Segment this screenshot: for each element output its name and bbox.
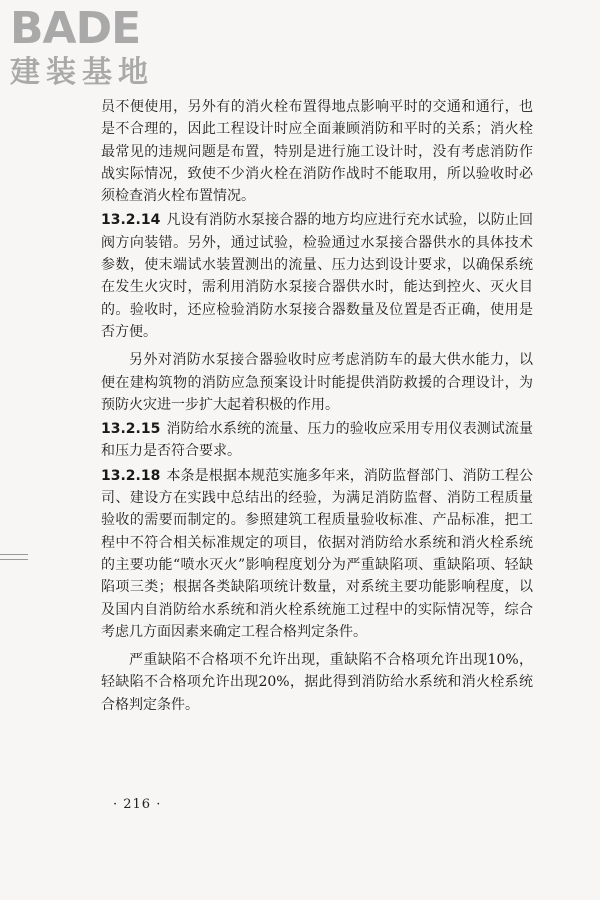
clause-13-2-18 xyxy=(101,465,533,643)
clause-13-2-14 xyxy=(101,209,533,343)
clause-text: 本条是根据本规范实施多年来，消防监督部门、消防工程公司、建设方在实践中总结出的经验，为满足消防监督、消防工程质量验收的需要而制定的。参照建筑工程质量验收标准、产品标准，把工程中不符合相关标准规定的项目，依据对消防给水系统和消火栓系统的主要功能“喷水灭火”影响程度划分为严重缺陷项、重缺陷项、轻缺陷项三类；根据各类缺陷项统计数量，对系统主要功能影响程度，以及国内自消防给水系统和消火栓系统施工过程中的实际情况等，综合考虑几方面因素来确定工程合格判定条件。 xyxy=(101,467,533,640)
clause-number: 13.2.18 xyxy=(101,467,161,484)
page-body xyxy=(101,96,533,716)
bade-logo xyxy=(10,4,180,90)
clause-13-2-15 xyxy=(101,418,533,463)
page-number: · 216 · xyxy=(113,797,162,812)
logo-text: BADE xyxy=(10,3,141,54)
paragraph-text: 另外对消防水泵接合器验收时应考虑消防车的最大供水能力，以便在建构筑物的消防应急预案设计时能提供消防救援的合理设计，为预防火灾进一步扩大起着积极的作用。 xyxy=(101,352,533,413)
clause-text: 消防给水系统的流量、压力的验收应采用专用仪表测试流量和压力是否符合要求。 xyxy=(101,421,533,460)
paragraph-text: 员不便使用，另外有的消火栓布置得地点影响平时的交通和通行，也是不合理的，因此工程设计时应全面兼顾消防和平时的关系；消火栓最常见的违规问题是布置，特别是进行施工设计时，没有考虑消防作战实际情况，致使不少消火栓在消防作战时不能取用，所以验收时必须检查消火栓布置情况。 xyxy=(101,99,533,205)
clause-number: 13.2.14 xyxy=(101,212,161,229)
clause-text: 凡设有消防水泵接合器的地方均应进行充水试验，以防止回阀方向装错。另外，通过试验，检验通过水泵接合器供水的具体技术参数，使末端试水装置测出的流量、压力达到设计要求，以确保系统在发生火灾时，需利用消防水泵接合器供水时，能达到控火、灭火目的。验收时，还应检验消防水泵接合器数量及位置是否正确，使用是否方便。 xyxy=(101,212,533,340)
paragraph-indented xyxy=(101,349,533,416)
logo-subtitle: 建装基地 xyxy=(10,55,154,90)
paragraph-continued xyxy=(101,96,533,207)
paragraph-text: 严重缺陷不合格项不允许出现，重缺陷不合格项允许出现10%，轻缺陷不合格项允许出现20%，据此得到消防给水系统和消火栓系统合格判定条件。 xyxy=(101,652,533,713)
paragraph-indented xyxy=(101,649,533,716)
margin-mark xyxy=(0,554,28,560)
clause-number: 13.2.15 xyxy=(101,421,161,438)
